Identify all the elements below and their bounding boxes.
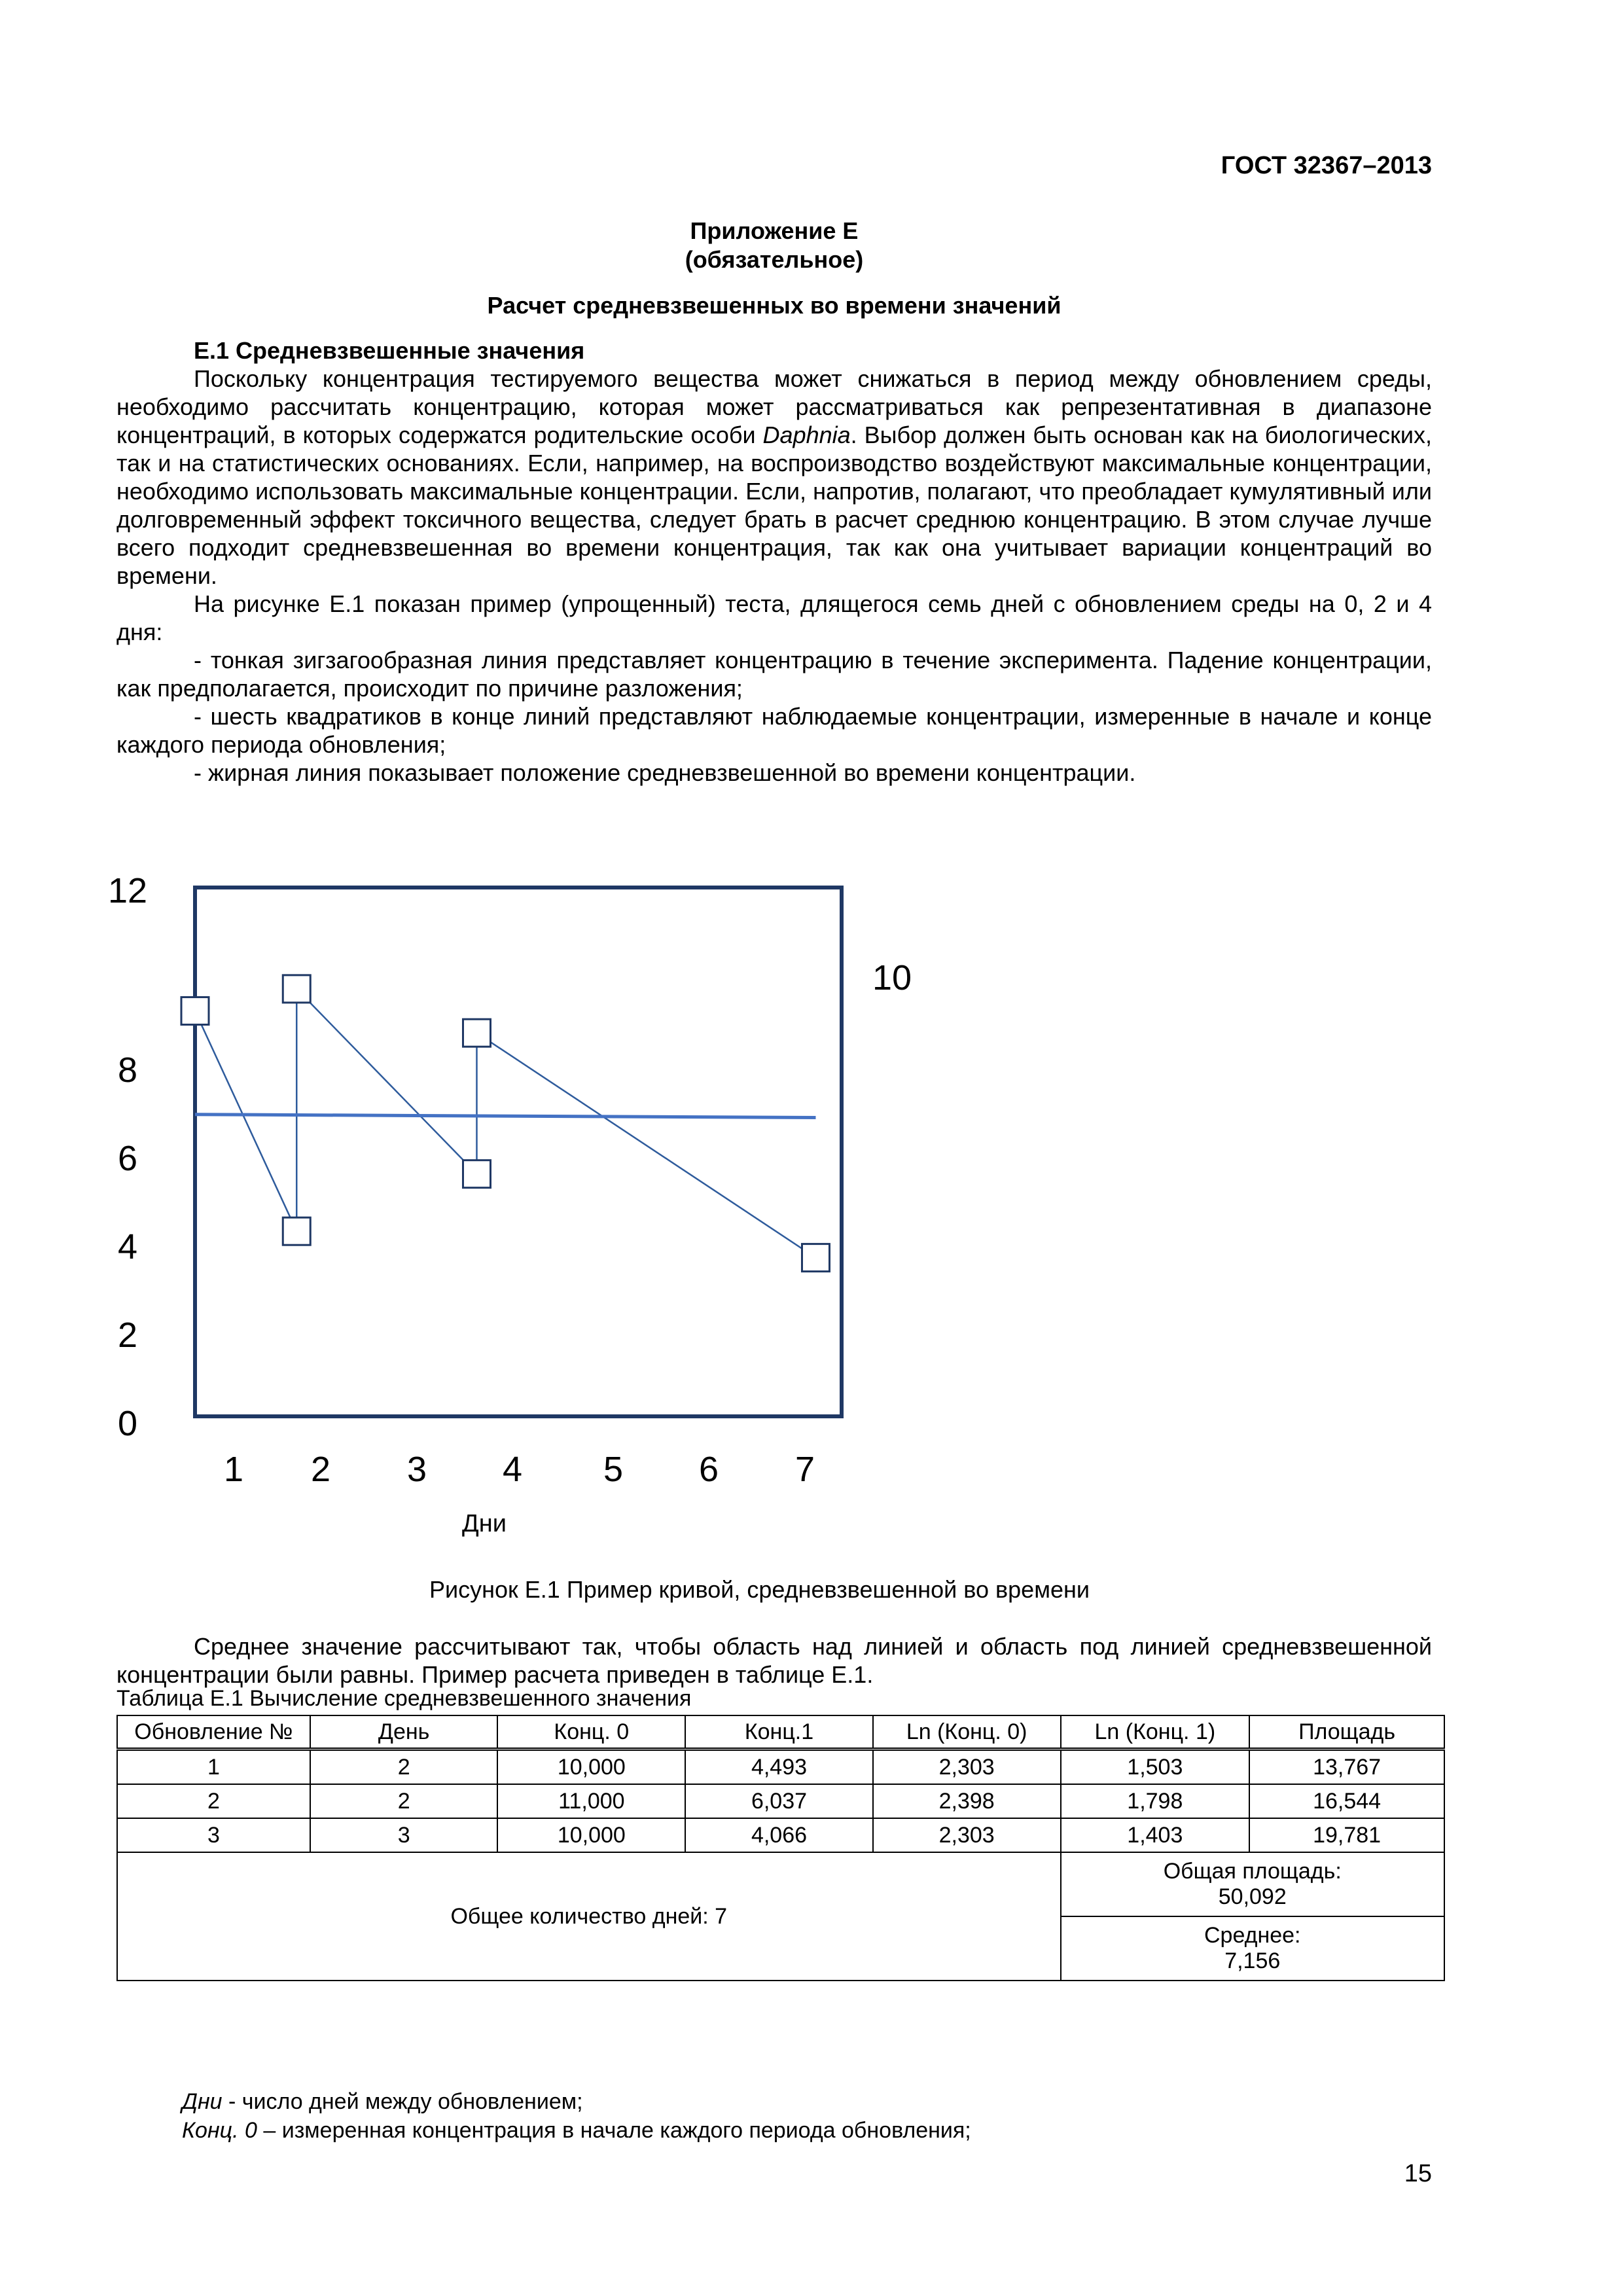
note-conc0: Конц. 0 – измеренная концентрация в начале каждого периода обновления; xyxy=(182,2118,971,2143)
paragraph-1: Поскольку концентрация тестируемого вещества может снижаться в период между обновлением среды, необходимо рассчитать концентрацию, которая может рассматриваться как репрезентативная в диапазоне концентраций, в которых содержатся родительские особи Daphnia. Выбор должен быть основан как на биологических, так и на статистических основаниях. Если, например, на воспроизводство воздействуют максимальные концентрации, необходимо использовать максимальные концентрации. Если, напротив, полагают, что преобладает кумулятивный или долговременный эффект токсичного вещества, следует брать в расчет среднюю концентрацию. В этом случае лучше всего подходит средневзвешенная во времени концентрация, так как она учитывает вариации концентраций во времени. xyxy=(116,365,1432,589)
y-tick-label: 6 xyxy=(117,1139,138,1178)
x-tick-label: 4 xyxy=(502,1450,523,1489)
y-tick-label: 0 xyxy=(117,1404,138,1443)
table-cell: 11,000 xyxy=(497,1784,685,1818)
bullet-2: - шесть квадратиков в конце линий представляют наблюдаемые концентрации, измеренные в начале и конце каждого периода обновления; xyxy=(116,703,1432,758)
table-cell: 1,503 xyxy=(1061,1749,1250,1785)
col-header: Конц. 0 xyxy=(497,1715,685,1749)
appendix-title: Приложение Е xyxy=(690,217,859,244)
table-cell: 16,544 xyxy=(1249,1784,1444,1818)
col-header: Ln (Конц. 1) xyxy=(1061,1715,1250,1749)
bullet-1: - тонкая зигзагообразная линия представляет концентрацию в течение эксперимента. Падение концентрации, как предполагается, происходит по причине разложения; xyxy=(116,647,1432,702)
paragraph-2: На рисунке Е.1 показан пример (упрощенный) теста, длящегося семь дней с обновлением среды на 0, 2 и 4 дня: xyxy=(116,590,1432,645)
x-tick-label: 2 xyxy=(310,1450,331,1489)
data-marker xyxy=(181,997,209,1025)
col-header: Площадь xyxy=(1249,1715,1444,1749)
total-days-cell: Общее количество дней: 7 xyxy=(117,1852,1061,1981)
table-caption: Таблица Е.1 Вычисление средневзвешенного значения xyxy=(116,1686,692,1711)
table-cell: 1,798 xyxy=(1061,1784,1250,1818)
data-marker xyxy=(463,1019,490,1047)
table-summary-row xyxy=(117,1852,1444,1916)
table-cell: 3 xyxy=(310,1818,498,1852)
table-cell: 6,037 xyxy=(685,1784,873,1818)
calculation-table xyxy=(116,1715,1445,1981)
table-cell: 2 xyxy=(310,1749,498,1785)
figure-caption: Рисунок Е.1 Пример кривой, средневзвешенной во времени xyxy=(429,1576,1090,1603)
note-days: Дни - число дней между обновлением; xyxy=(182,2089,583,2114)
table-row xyxy=(117,1784,1444,1818)
figure-e1-chart xyxy=(98,844,949,1577)
plot-frame xyxy=(195,888,842,1416)
section-title: Е.1 Средневзвешенные значения xyxy=(194,337,585,364)
col-header: Обновление № xyxy=(117,1715,310,1749)
table-cell: 2,303 xyxy=(873,1818,1061,1852)
table-cell: 1 xyxy=(117,1749,310,1785)
col-header: День xyxy=(310,1715,498,1749)
table-cell: 4,066 xyxy=(685,1818,873,1852)
page-number: 15 xyxy=(1404,2160,1432,2187)
x-axis-label: Дни xyxy=(462,1510,507,1537)
table-cell: 2 xyxy=(310,1784,498,1818)
appendix-status: (обязательное) xyxy=(685,246,864,273)
total-area-label: Общая площадь: xyxy=(1163,1859,1342,1884)
data-marker xyxy=(283,1217,310,1245)
y-tick-label: 2 xyxy=(117,1316,138,1355)
mean-value: 7,156 xyxy=(1224,1948,1281,1973)
total-area-cell xyxy=(1061,1852,1444,1916)
table-cell: 2,303 xyxy=(873,1749,1061,1785)
post-figure-paragraph: Среднее значение рассчитывают так, чтобы область над линией и область под линией средневзвешенной концентрации были равны. Пример расчета приведен в таблице Е.1. xyxy=(116,1633,1432,1688)
table-cell: 1,403 xyxy=(1061,1818,1250,1852)
y-tick-label: 12 xyxy=(107,871,148,910)
x-tick-label: 1 xyxy=(223,1450,244,1489)
col-header: Ln (Конц. 0) xyxy=(873,1715,1061,1749)
y-tick-label: 8 xyxy=(117,1050,138,1090)
y-extra-label: 10 xyxy=(872,958,912,997)
data-marker xyxy=(802,1244,829,1272)
data-marker xyxy=(463,1160,490,1188)
table-header-row xyxy=(117,1715,1444,1749)
standard-number: ГОСТ 32367–2013 xyxy=(1221,152,1432,179)
mean-cell xyxy=(1061,1916,1444,1981)
table-cell: 2,398 xyxy=(873,1784,1061,1818)
table-cell: 3 xyxy=(117,1818,310,1852)
x-tick-label: 6 xyxy=(698,1450,719,1489)
total-area-value: 50,092 xyxy=(1218,1884,1287,1909)
table-cell: 10,000 xyxy=(497,1818,685,1852)
table-cell: 2 xyxy=(117,1784,310,1818)
table-row xyxy=(117,1818,1444,1852)
x-tick-label: 3 xyxy=(406,1450,427,1489)
appendix-heading: Расчет средневзвешенных во времени значений xyxy=(487,292,1061,319)
data-marker xyxy=(283,975,310,1003)
table-cell: 19,781 xyxy=(1249,1818,1444,1852)
table-cell: 4,493 xyxy=(685,1749,873,1785)
section-body xyxy=(116,336,1432,787)
mean-line xyxy=(195,1115,815,1118)
x-tick-label: 5 xyxy=(603,1450,624,1489)
bullet-3: - жирная линия показывает положение средневзвешенной во времени концентрации. xyxy=(194,759,1136,786)
col-header: Конц.1 xyxy=(685,1715,873,1749)
y-tick-label: 4 xyxy=(117,1227,138,1266)
table-row xyxy=(117,1749,1444,1785)
mean-label: Среднее: xyxy=(1204,1923,1301,1948)
x-tick-label: 7 xyxy=(794,1450,815,1489)
table-cell: 13,767 xyxy=(1249,1749,1444,1785)
table-cell: 10,000 xyxy=(497,1749,685,1785)
